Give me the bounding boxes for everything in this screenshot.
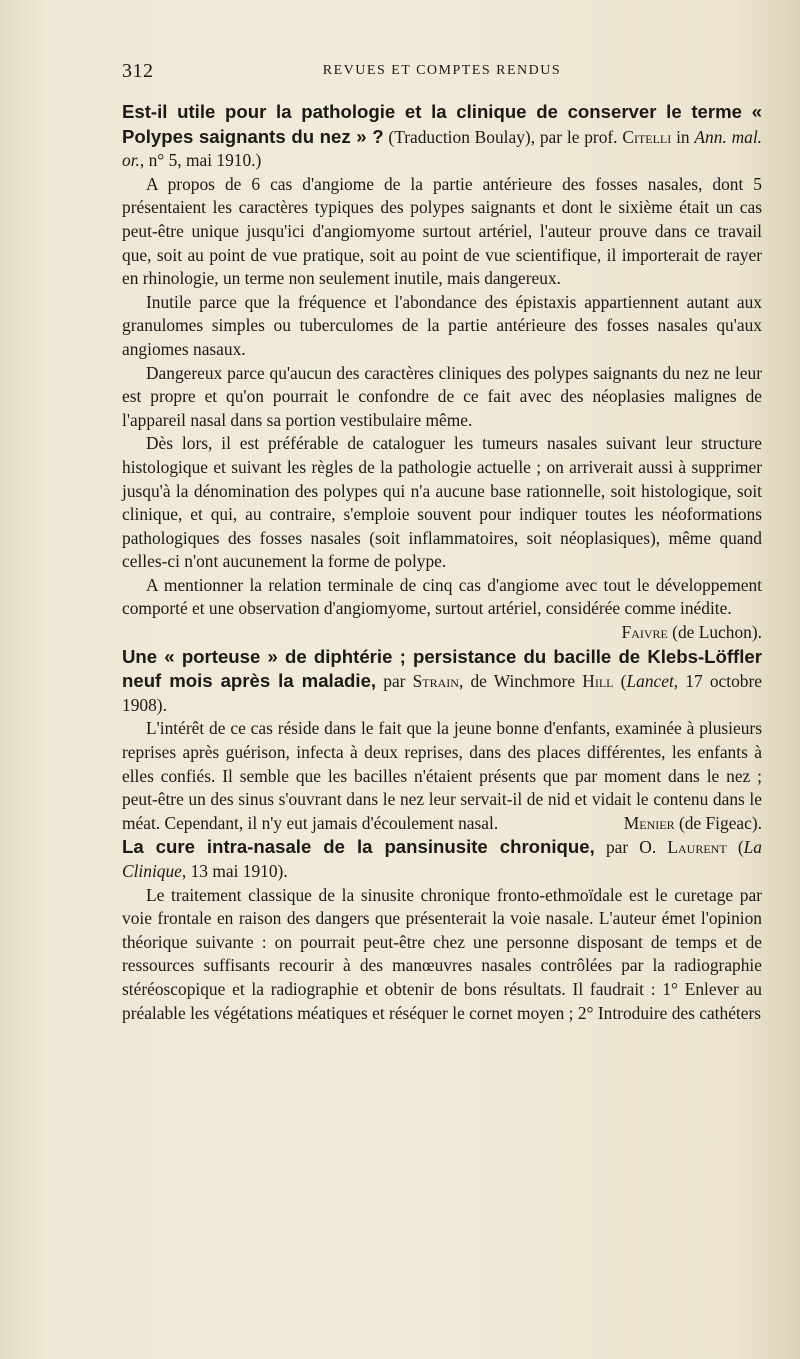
paragraph	[122, 717, 762, 835]
citation-text: , n° 5, mai 1910.)	[139, 150, 262, 171]
paragraph: A propos de 6 cas d'angiome de la partie antérieure des fosses nasales, dont 5 présentaient les caractères typiques des polypes saignants et dont le sixième était un cas peut-être unique jusqu'ici d'angiomyome surtout artériel, l'auteur prouve dans ce travail que, soit au point de vue pratique, soit au point de vue scientifique, il importerait de rayer en rhinologie, un terme non seulement inutile, mais dangereux.	[122, 173, 762, 289]
citation-text: , de Winchmore	[458, 671, 583, 692]
running-head	[122, 60, 762, 90]
journal-name: Ann. mal. or.	[122, 126, 763, 171]
signature	[597, 621, 762, 645]
paragraph: Dès lors, il est préférable de cataloguer les tumeurs nasales suivant leur structure histologique et suivant les règles de la pathologie actuelle ; on arriverait aussi à supprimer jusqu'à la dénomination des polypes qui n'a aucune base rationnelle, soit histologique, soit clinique, et qui, au contraire, s'emploie souvent pour indiquer toutes les néoformations pathologiques des fosses nasales (soit inflammatoires, soit néoplasiques), même quand celles-ci n'ont aucunement la forme de polype.	[122, 433, 762, 572]
article-title: La cure intra-nasale de la pansinusite chronique,	[122, 836, 595, 858]
citation-text: (	[726, 837, 744, 858]
author-name: Hill	[582, 671, 614, 692]
signature-name: Menier	[623, 812, 675, 833]
article-heading	[122, 645, 762, 718]
citation-text: (	[613, 671, 627, 692]
page-number: 312	[122, 60, 154, 82]
running-title: REVUES ET COMPTES RENDUS	[322, 63, 562, 78]
citation-text: , 17 octobre 1908).	[122, 671, 762, 715]
journal-name: La Clinique	[122, 837, 762, 881]
article-title: Est-il utile pour la pathologie et la clinique de conserver le terme « Polypes saignants du nez » ?	[122, 101, 762, 147]
signature-place: (de Luchon).	[667, 622, 762, 643]
author-name: Strain	[412, 671, 459, 692]
article-title: Une « porteuse » de diphtérie ; persistance du bacille de Klebs-Löffler neuf mois après la maladie,	[122, 645, 762, 692]
citation-text: par O.	[594, 837, 668, 858]
paragraph-text: L'intérêt de ce cas réside dans le fait que la jeune bonne d'enfants, examinée à plusieurs reprises après guérison, infecta à deux reprises, dans des places différentes, les enfants à elles confiés. Il semble que les bacilles n'étaient présents que par moment dans le nez ; peut-être un des sinus s'ouvrant dans le nez leur servait-il de nid et vidait le contenu dans le méat. Cependant, il n'y eut jamais d'écoulement nasal.	[122, 718, 762, 833]
citation-text: , 13 mai 1910).	[181, 861, 288, 881]
signature	[600, 812, 762, 836]
article-heading	[122, 835, 762, 883]
author-name: Laurent	[667, 837, 727, 858]
article-heading	[122, 100, 762, 173]
paragraph-text: A mentionner la relation terminale de cinq cas d'angiome avec tout le développement comporté et une observation d'angiomyome, surtout artériel, considérée comme inédite.	[122, 574, 762, 619]
paragraph	[122, 574, 762, 643]
citation-text: in	[671, 126, 695, 147]
text-column	[122, 100, 762, 1025]
paragraph: Dangereux parce qu'aucun des caractères cliniques des polypes saignants du nez ne leur est propre et qu'on pourrait le confondre de ce fait avec des néoplasies malignes de l'appareil nasal dans sa portion vestibulaire même.	[122, 362, 762, 430]
signature-place: (de Figeac).	[674, 812, 762, 833]
paragraph: Inutile parce que la fréquence et l'abondance des épistaxis appartiennent autant aux granulomes simples ou tuberculomes de la partie antérieure des fosses nasales qu'aux angiomes nasaux.	[122, 291, 762, 359]
paragraph: Le traitement classique de la sinusite chronique fronto-ethmoïdale est le curetage par voie frontale en raison des dangers que présenterait la voie nasale. L'auteur émet l'opinion théorique suivante : on pourrait peut-être chez une personne disposant de temps et de ressources suffisants recourir à des manœuvres nasales contrôlées par la radiographie stéréoscopique et la radiographie et obtenir de bons résultats. Il faudrait : 1° Enlever au préalable les végétations méatiques et réséquer le cornet moyen ; 2° Introduire des cathéters	[122, 884, 762, 1023]
citation-text: par	[376, 671, 413, 692]
citation-text: (Traduction Boulay), par le prof.	[383, 126, 623, 147]
author-name: Citelli	[622, 126, 672, 147]
signature-name: Faivre	[621, 622, 668, 643]
journal-name: Lancet	[626, 671, 674, 692]
